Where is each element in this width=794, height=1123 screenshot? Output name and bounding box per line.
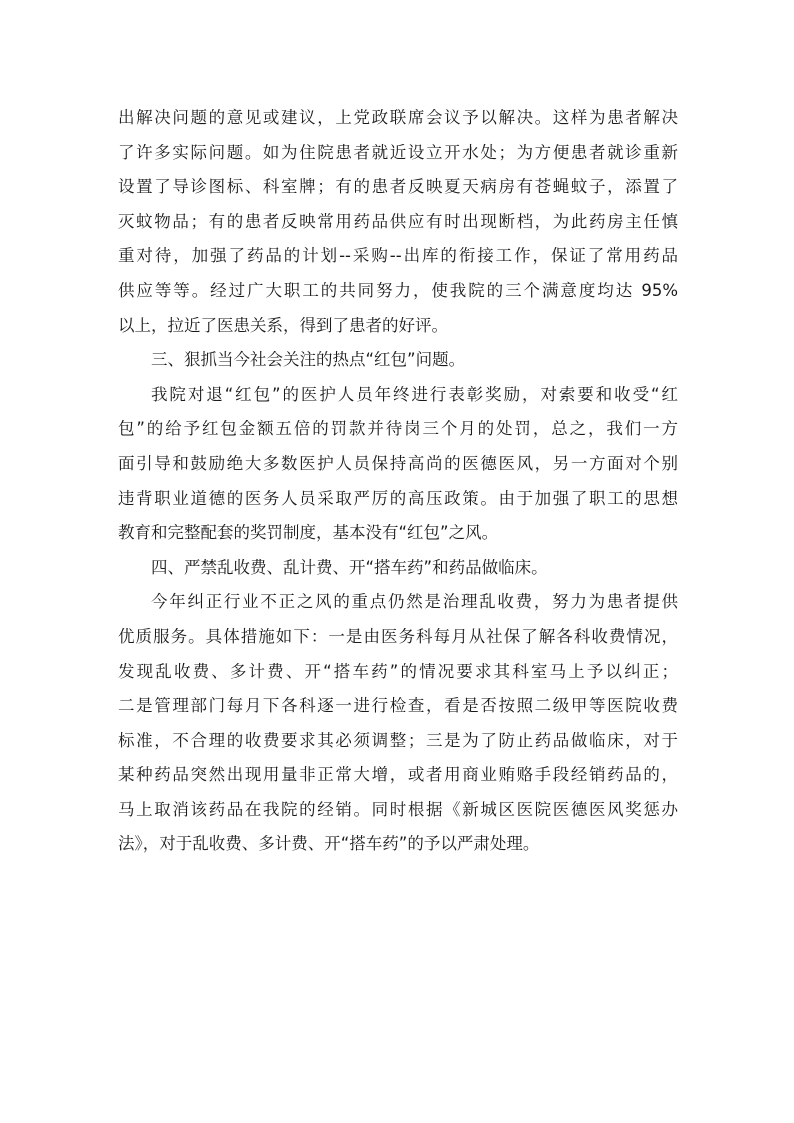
text-line: 法》，对于乱收费、多计费、开“搭车药”的予以严肃处理。 xyxy=(118,834,540,854)
text-line: 供应等等。经过广大职工的共同努力，使我院的三个满意度均达 95% xyxy=(118,280,678,300)
text-line: 今年纠正行业不正之风的重点仍然是治理乱收费，努力为患者提供 xyxy=(151,592,678,612)
text-line: 出解决问题的意见或建议，上党政联席会议予以解决。这样为患者解决 xyxy=(118,108,678,127)
text-line: 包”的给予红包金额五倍的罚款并待岗三个月的处罚，总之，我们一方 xyxy=(118,419,678,439)
text-line: 教育和完整配套的奖罚制度，基本没有“红包”之风。 xyxy=(118,523,499,543)
text-line: 发现乱收费、多计费、开“搭车药”的情况要求其科室马上予以纠正； xyxy=(118,661,678,681)
text-line: 某种药品突然出现用量非正常大增，或者用商业贿赂手段经销药品的， xyxy=(118,765,678,785)
section-heading: 四、严禁乱收费、乱计费、开“搭车药”和药品做临床。 xyxy=(151,557,548,577)
text-line: 马上取消该药品在我院的经销。同时根据《新城区医院医德医风奖惩办 xyxy=(118,799,678,819)
text-line: 二是管理部门每月下各科逐一进行检查，看是否按照二级甲等医院收费 xyxy=(118,696,678,716)
text-line: 面引导和鼓励绝大多数医护人员保持高尚的医德医风，另一方面对个别 xyxy=(118,453,678,473)
text-line: 标准，不合理的收费要求其必须调整；三是为了防止药品做临床，对于 xyxy=(118,730,678,750)
section-heading: 三、狠抓当今社会关注的热点“红包”问题。 xyxy=(151,350,466,370)
text-line: 设置了导诊图标、科室牌；有的患者反映夏天病房有苍蝇蚊子，添置了 xyxy=(118,177,678,197)
document-body xyxy=(118,101,678,862)
text-line: 以上，拉近了医患关系，得到了患者的好评。 xyxy=(118,315,448,335)
text-line: 了许多实际问题。如为住院患者就近设立开水处；为方便患者就诊重新 xyxy=(118,142,678,162)
text-line: 我院对退“红包”的医护人员年终进行表彰奖励，对索要和收受“红 xyxy=(151,384,678,404)
text-line: 优质服务。具体措施如下：一是由医务科每月从社保了解各科收费情况， xyxy=(118,626,678,646)
text-line: 重对待，加强了药品的计划--采购--出库的衔接工作，保证了常用药品 xyxy=(118,246,678,266)
text-line: 灭蚊物品；有的患者反映常用药品供应有时出现断档，为此药房主任慎 xyxy=(118,211,678,231)
text-line: 违背职业道德的医务人员采取严厉的高压政策。由于加强了职工的思想 xyxy=(118,488,678,508)
